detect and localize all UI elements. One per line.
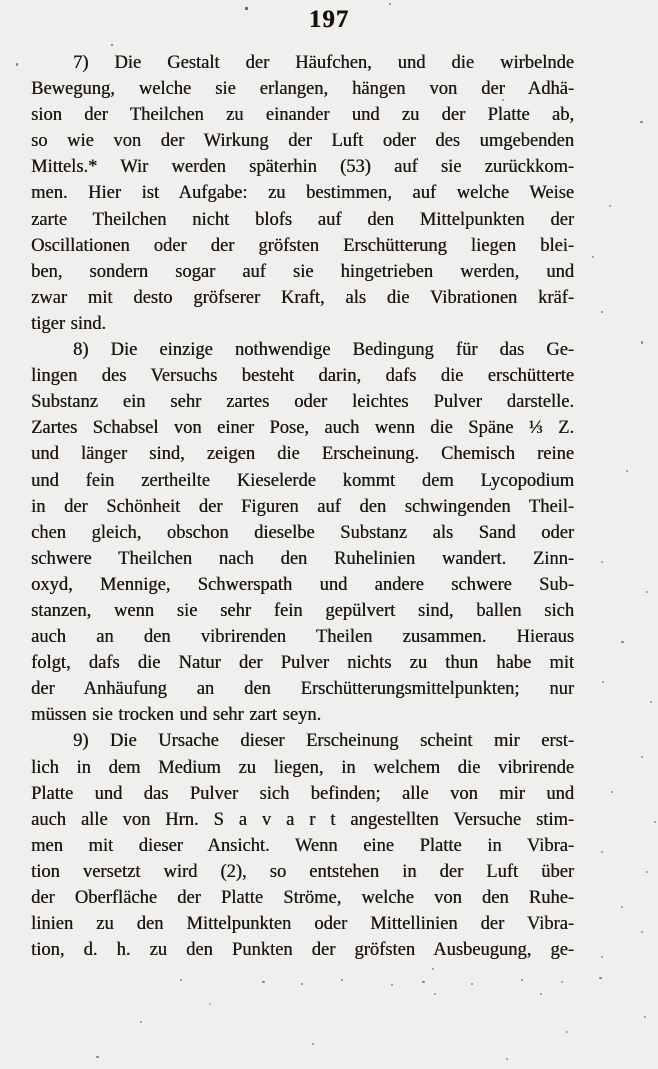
body-text [31,50,574,963]
noise-speck [180,979,182,981]
text-line: sion der Theilchen zu einander und zu der Platte ab, [31,105,574,126]
noise-speck [561,981,563,983]
noise-speck [140,1021,142,1023]
noise-speck [621,641,624,643]
noise-speck [601,311,603,313]
noise-speck [602,681,604,683]
noise-speck [432,968,434,970]
noise-speck [641,931,643,933]
noise-speck [621,906,623,908]
text-line: stanzen, wenn sie sehr fein gepülvert sind, ballen sich [31,600,574,621]
text-line: so wie von der Wirkung der Luft oder des umgebenden [31,131,574,152]
text-line: auch an den vibrirenden Theilen zusammen. Hieraus [31,627,574,648]
text-line: schwere Theilchen nach den Ruhelinien wandert. Zinn- [31,548,574,569]
page-number: 197 [308,6,350,33]
noise-speck [389,3,391,5]
paragraph-7 [31,50,574,337]
text-line: 9) Die Ursache dieser Erscheinung scheint mir erst- [73,731,574,752]
text-line: und fein zertheilte Kieselerde kommt dem Lycopodium [31,470,574,491]
text-line: in der Schönheit der Figuren auf den schwingenden Theil- [31,496,574,517]
noise-speck [646,871,648,873]
noise-speck [471,983,473,985]
noise-speck [601,956,603,958]
noise-speck [262,981,265,983]
text-line: müssen sie trocken und sehr zart seyn. [31,705,322,726]
text-line: Mittels.* Wir werden späterhin (53) auf sie zurückkom- [31,157,574,178]
text-line: zwar mit desto gröfserer Kraft, als die Vibrationen kräf- [31,287,574,308]
noise-speck [654,821,656,823]
text-line: und länger sind, zeigen die Erscheinung. Chemisch reine [31,444,574,465]
text-line: der Oberfläche der Platte Ströme, welche von den Ruhe- [31,888,574,908]
noise-speck [611,791,613,793]
noise-speck [16,63,18,66]
text-line: Substanz ein sehr zartes oder leichtes Pulver darstelle. [31,392,574,413]
noise-speck [422,981,425,983]
noise-speck [96,1056,99,1058]
text-line: 7) Die Gestalt der Häufchen, und die wirbelnde [73,53,574,73]
text-line: tion, d. h. zu den Punkten der gröfsten Ausbeugung, ge- [31,940,574,961]
paragraph-9 [31,728,574,963]
text-line: ben, sondern sogar auf sie hingetrieben werden, und [31,261,574,282]
noise-speck [609,205,611,207]
text-line: folgt, dafs die Natur der Pulver nichts zu thun habe mit [31,653,574,674]
text-line: der Anhäufung an den Erschütterungsmittelpunkten; nur [31,679,574,700]
text-line: tion versetzt wird (2), so entstehen in der Luft über [31,861,574,882]
paragraph-8 [31,337,574,728]
noise-speck [391,984,393,986]
noise-speck [341,979,343,981]
noise-speck [592,256,594,258]
noise-speck [599,977,602,979]
noise-speck [506,1058,508,1060]
noise-speck [301,983,303,985]
noise-speck [650,701,652,703]
text-line: auch alle von Hrn. S a v a r t angestellten Versuche stim- [31,809,574,830]
noise-speck [111,44,113,46]
text-line: 8) Die einzige nothwendige Bedingung für das Ge- [73,340,574,361]
noise-speck [566,1031,568,1033]
noise-speck [601,561,603,563]
text-line: oxyd, Mennige, Schwerspath und andere schwere Sub- [31,574,574,595]
text-line: Platte und das Pulver sich befinden; alle von mir und [31,783,574,804]
text-line: chen gleich, obschon dieselbe Substanz als Sand oder [31,522,574,543]
text-line: Zartes Schabsel von einer Pose, auch wenn die Späne ⅓ Z. [31,418,574,439]
noise-speck [601,851,603,853]
text-line: linien zu den Mittelpunkten oder Mittellinien der Vibra- [31,914,574,935]
text-line: tiger sind. [31,313,106,334]
text-line: men mit dieser Ansicht. Wenn eine Platte in Vibra- [31,835,574,856]
text-line: lingen des Versuchs besteht darin, dafs die erschütterte [31,366,574,387]
noise-speck [434,993,436,995]
noise-speck [209,1003,211,1005]
text-line: Oscillationen oder der gröfsten Erschütterung liegen blei- [31,235,574,256]
noise-speck [540,993,542,995]
noise-speck [646,591,648,593]
text-line: men. Hier ist Aufgabe: zu bestimmen, auf welche Weise [31,183,574,204]
noise-speck [521,979,523,981]
text-line: lich in dem Medium zu liegen, in welchem die vibrirende [31,757,574,778]
noise-speck [641,341,643,344]
noise-speck [644,1016,646,1018]
noise-speck [641,756,643,758]
text-line: Bewegung, welche sie erlangen, hängen von der Adhä- [31,79,574,100]
text-line: zarte Theilchen nicht blofs auf den Mittelpunkten der [31,209,574,230]
noise-speck [640,121,643,123]
noise-speck [312,1043,314,1045]
noise-speck [626,470,628,472]
